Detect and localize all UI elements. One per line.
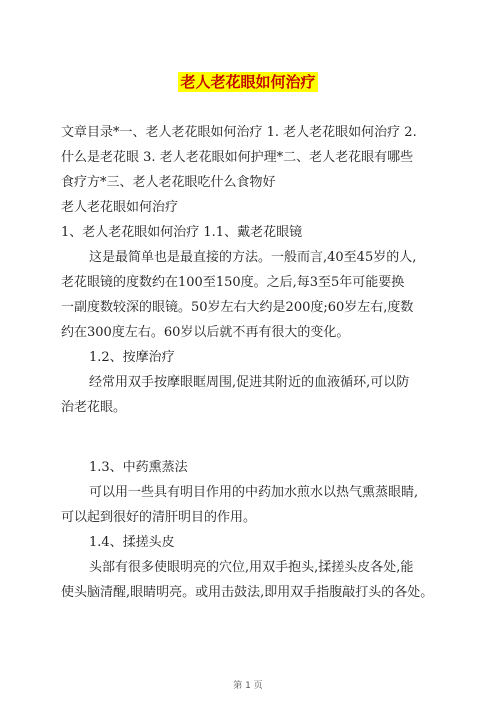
toc-line: 什么是老花眼 3. 老人老花眼如何护理*二、老人老花眼有哪些: [61, 150, 414, 165]
subsection-heading: 1.4、揉搓头皮: [89, 535, 175, 550]
paragraph-line: 一副度数较深的眼镜。50岁左右大约是200度;60岁左右,度数: [61, 300, 414, 315]
paragraph-line: 约在300度左右。60岁以后就不再有很大的变化。: [61, 325, 350, 340]
page-footer: 第 1 页: [233, 681, 263, 691]
paragraph-line: 使头脑清醒,眼睛明亮。或用击鼓法,即用双手指腹敲打头的各处。: [61, 585, 434, 600]
paragraph-line: 经常用双手按摩眼眶周围,促进其附近的血液循环,可以防: [89, 375, 410, 390]
paragraph-line: 头部有很多使眼明亮的穴位,用双手抱头,揉搓头皮各处,能: [89, 560, 414, 575]
paragraph-line: 治老花眼。: [61, 400, 127, 415]
subsection-heading: 1.2、按摩治疗: [89, 350, 175, 365]
paragraph-line: 这是最简单也是最直接的方法。一般而言,40至45岁的人,: [89, 250, 417, 265]
subsection-heading: 1.3、中药熏蒸法: [89, 460, 188, 475]
section-heading: 老人老花眼如何治疗: [61, 200, 179, 215]
paragraph-line: 可以起到很好的清肝明目的作用。: [61, 510, 257, 525]
document-title: 老人老花眼如何治疗: [180, 73, 316, 91]
paragraph-line: 可以用一些具有明目作用的中药加水煎水以热气熏蒸眼睛,: [89, 485, 419, 500]
paragraph-line: 老花眼镜的度数约在100至150度。之后,每3至5年可能要换: [61, 275, 405, 290]
toc-line: 食疗方*三、老人老花眼吃什么食物好: [61, 175, 276, 190]
sub-heading: 1、老人老花眼如何治疗 1.1、戴老花眼镜: [61, 225, 303, 240]
title-wrap: [0, 72, 496, 92]
toc-line: 文章目录*一、老人老花眼如何治疗 1. 老人老花眼如何治疗 2.: [61, 125, 417, 140]
